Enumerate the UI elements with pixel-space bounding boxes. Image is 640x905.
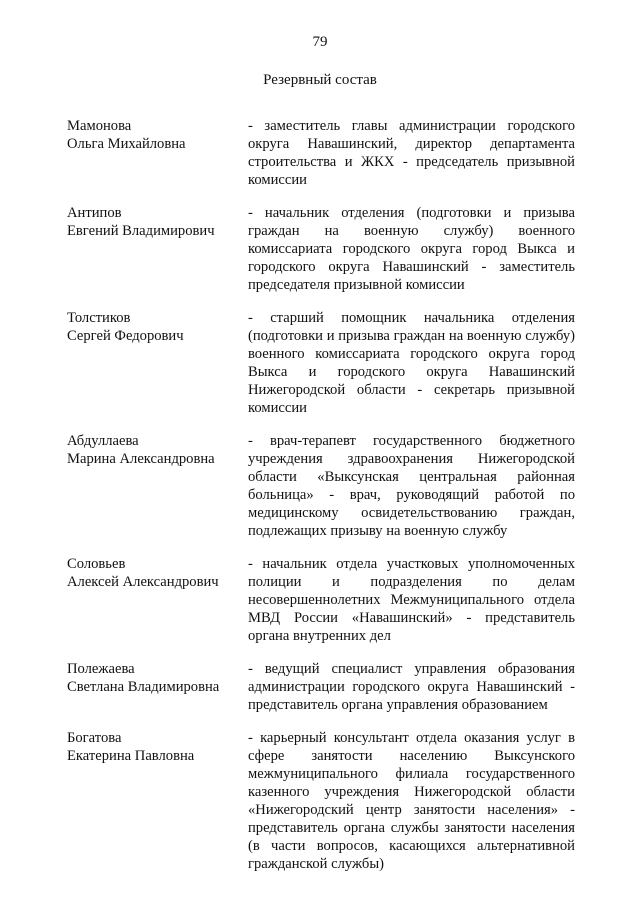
member-list: [67, 117, 575, 873]
member-role: - ведущий специалист управления образования администрации городского округа Навашинский - представитель органа управления образованием: [248, 661, 575, 713]
member-given-name: Евгений Владимирович: [67, 223, 215, 239]
member-surname: Антипов: [67, 205, 122, 221]
member-name: [67, 555, 248, 591]
member-name: [67, 432, 248, 468]
member-name: [67, 729, 248, 765]
member-entry: [67, 660, 575, 714]
member-surname: Соловьев: [67, 556, 126, 572]
page-number: 79: [312, 34, 328, 50]
member-given-name: Светлана Владимировна: [67, 679, 220, 695]
member-surname: Полежаева: [67, 661, 135, 677]
member-entry: [67, 309, 575, 417]
member-entry: [67, 729, 575, 873]
member-given-name: Сергей Федорович: [67, 328, 184, 344]
section-title: Резервный состав: [263, 72, 377, 88]
member-name: [67, 117, 248, 153]
member-role: - старший помощник начальника отделения (подготовки и призыва граждан на военную службу) военного комиссариата городского округа город Выкса и городского округа Навашинский Нижегородской области - секретарь призывной комиссии: [248, 310, 575, 416]
member-name: [67, 204, 248, 240]
member-given-name: Алексей Александрович: [67, 574, 219, 590]
member-entry: [67, 204, 575, 294]
member-entry: [67, 555, 575, 645]
member-role: - карьерный консультант отдела оказания услуг в сфере занятости населению Выксунского межмуниципального филиала государственного казенного учреждения Нижегородской области «Нижегородский центр занятости населения» - представитель органа службы занятости населения (в части вопросов, касающихся альтернативной гражданской службы): [248, 730, 575, 872]
member-surname: Абдуллаева: [67, 433, 139, 449]
member-role: - начальник отдела участковых уполномоченных полиции и подразделения по делам несовершеннолетних Межмуниципального отдела МВД России «Навашинский» - представитель органа внутренних дел: [248, 556, 575, 644]
member-given-name: Марина Александровна: [67, 451, 215, 467]
member-given-name: Ольга Михайловна: [67, 136, 186, 152]
member-name: [67, 660, 248, 696]
member-entry: [67, 117, 575, 189]
member-role: - заместитель главы администрации городского округа Навашинский, директор департамента строительства и ЖКХ - председатель призывной комиссии: [248, 118, 575, 188]
member-surname: Богатова: [67, 730, 122, 746]
member-entry: [67, 432, 575, 540]
member-surname: Мамонова: [67, 118, 132, 134]
member-role: - врач-терапевт государственного бюджетного учреждения здравоохранения Нижегородской области «Выксунская центральная районная больница» - врач, руководящий работой по медицинскому освидетельствованию граждан, подлежащих призыву на военную службу: [248, 433, 575, 539]
member-surname: Толстиков: [67, 310, 131, 326]
member-role: - начальник отделения (подготовки и призыва граждан на военную службу) военного комиссариата городского округа город Выкса и городского округа Навашинский - заместитель председателя призывной комиссии: [248, 205, 575, 293]
member-name: [67, 309, 248, 345]
member-given-name: Екатерина Павловна: [67, 748, 195, 764]
